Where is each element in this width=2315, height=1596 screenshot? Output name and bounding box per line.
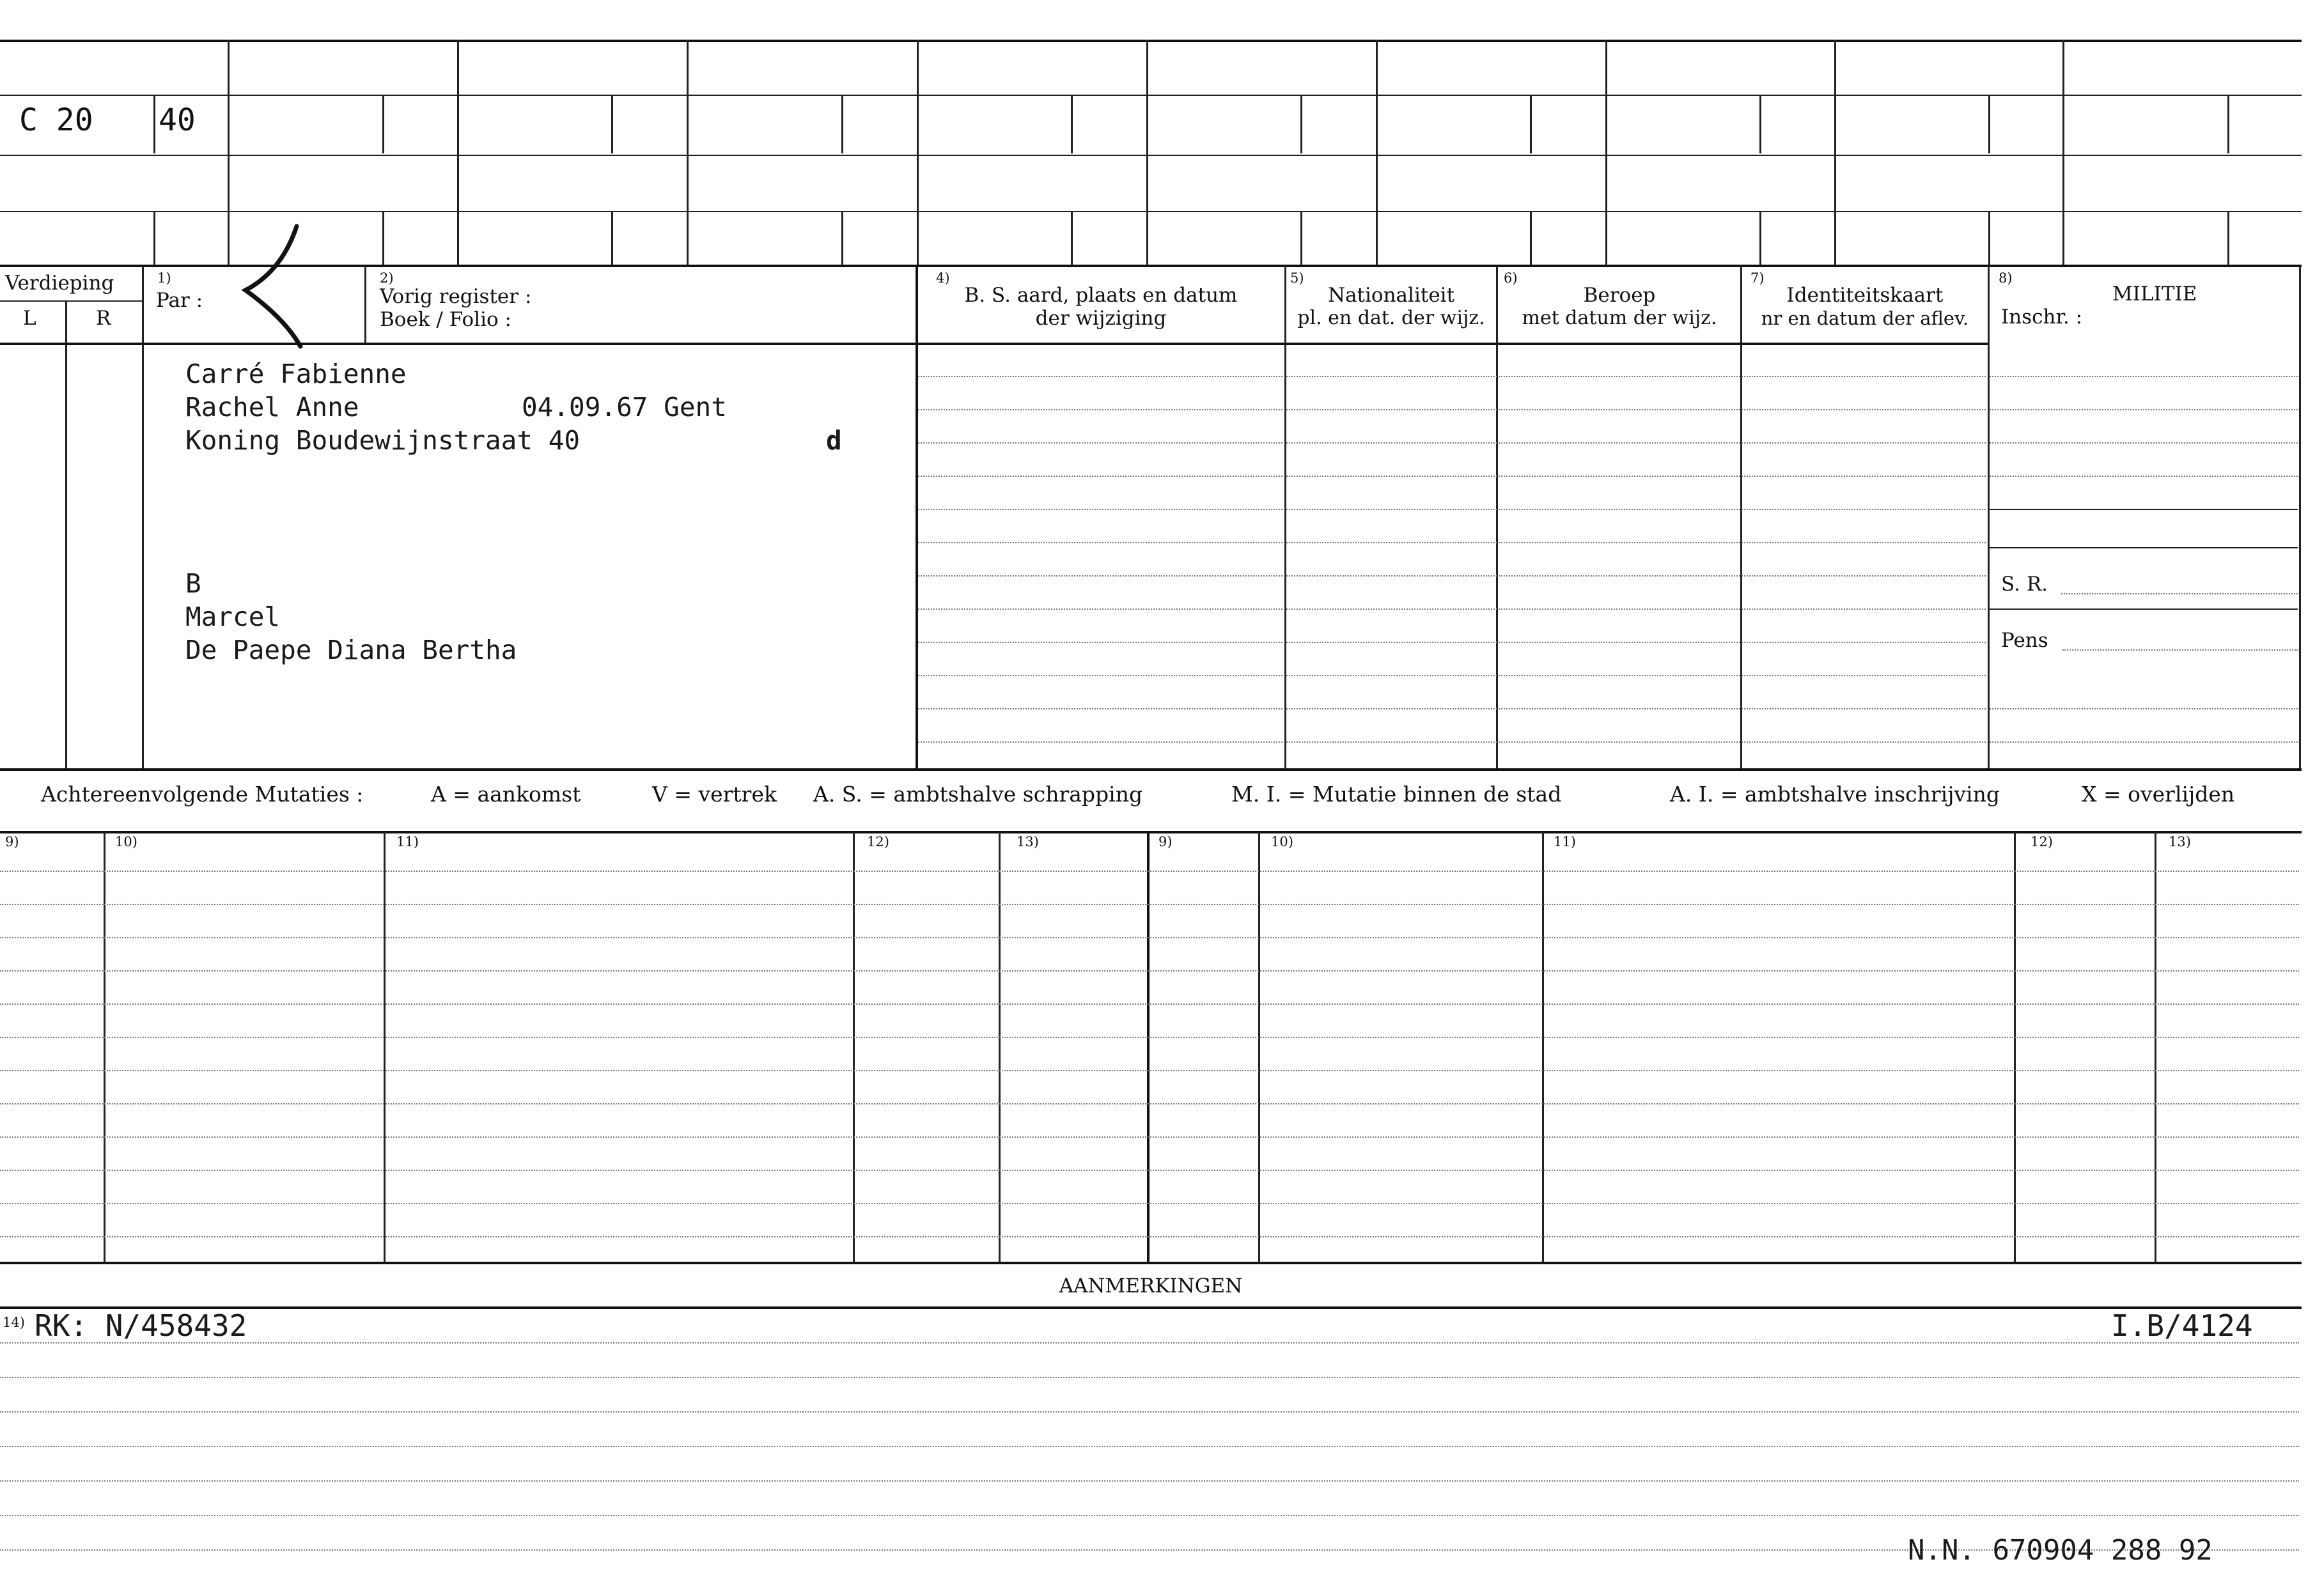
rule xyxy=(0,937,2299,938)
top-grid-divider xyxy=(228,40,230,265)
top-grid-tick xyxy=(1530,212,1532,265)
rk-number: RK: N/458432 xyxy=(35,1308,247,1343)
col5-number: 5) xyxy=(1290,270,1304,286)
legend-x: X = overlijden xyxy=(2082,782,2235,807)
rule xyxy=(918,642,1986,643)
section-divider xyxy=(0,768,2302,771)
rule xyxy=(2062,649,2298,651)
rule xyxy=(918,442,1986,444)
top-grid-line xyxy=(0,155,2302,156)
col4-header xyxy=(918,284,1284,330)
mut-col13-right: 13) xyxy=(2169,834,2191,849)
mut-col11: 11) xyxy=(396,834,419,849)
top-grid-tick xyxy=(841,96,843,153)
rule xyxy=(0,1236,2299,1237)
top-grid-tick xyxy=(2227,96,2229,153)
mut-col9-right: 9) xyxy=(1158,834,1173,849)
top-grid-divider xyxy=(687,40,689,265)
rule xyxy=(1990,608,2298,610)
person-line-b: B xyxy=(185,568,201,599)
col5-line2: pl. en dat. der wijz. xyxy=(1297,307,1485,329)
top-grid-divider xyxy=(1146,40,1148,265)
column-divider xyxy=(853,832,855,1262)
mut-col11-right: 11) xyxy=(1554,834,1576,849)
person-address: Koning Boudewijnstraat 40 xyxy=(185,425,581,456)
rule xyxy=(1990,376,2298,377)
col7-line1: Identiteitskaart xyxy=(1786,284,1944,307)
column-divider xyxy=(1284,266,1286,768)
legend-v: V = vertrek xyxy=(652,782,777,807)
col4-line2: der wijziging xyxy=(1035,307,1167,330)
top-grid-divider xyxy=(917,40,919,265)
section-divider xyxy=(0,265,2302,267)
mut-col12-right: 12) xyxy=(2030,834,2053,849)
rule xyxy=(0,1342,2299,1344)
left-label: L xyxy=(23,307,36,330)
col8-number: 8) xyxy=(1999,270,2013,286)
right-label: R xyxy=(96,307,111,330)
rule xyxy=(1990,741,2298,743)
top-grid-line xyxy=(0,211,2302,212)
rule xyxy=(918,741,1986,743)
top-grid-tick xyxy=(1300,212,1302,265)
grid-code: C 20 xyxy=(19,102,93,138)
column-divider xyxy=(384,832,386,1262)
remarks-number: 14) xyxy=(3,1315,25,1330)
col6-number: 6) xyxy=(1504,270,1518,286)
legend-a: A = aankomst xyxy=(431,782,581,807)
rule xyxy=(918,575,1986,577)
nn-number: N.N. 670904 288 92 xyxy=(1908,1534,2213,1567)
rule xyxy=(0,1411,2299,1413)
rule xyxy=(0,1480,2299,1482)
column-divider xyxy=(1496,266,1498,768)
top-grid-divider xyxy=(1605,40,1607,265)
legend-as: A. S. = ambtshalve schrapping xyxy=(813,782,1143,807)
header-line xyxy=(0,300,142,302)
rule xyxy=(0,1170,2299,1171)
col5-header xyxy=(1286,284,1496,330)
column-divider xyxy=(104,832,105,1262)
top-grid-tick xyxy=(611,96,613,153)
section-divider xyxy=(0,831,2302,833)
col6-header xyxy=(1498,284,1741,330)
person-father: Marcel xyxy=(185,601,281,632)
rule xyxy=(1990,442,2298,444)
column-divider xyxy=(1258,832,1260,1262)
top-grid-tick xyxy=(1988,96,1990,153)
boek-folio-label: Boek / Folio : xyxy=(380,308,511,331)
top-grid-line xyxy=(0,95,2302,96)
grid-number: 40 xyxy=(159,102,196,138)
top-grid-tick xyxy=(611,212,613,265)
column-divider xyxy=(999,832,1001,1262)
rule xyxy=(918,376,1986,377)
column-divider xyxy=(1147,832,1150,1262)
legend-ai: A. I. = ambtshalve inschrijving xyxy=(1670,782,2000,807)
rule xyxy=(1990,708,2298,709)
mut-col12: 12) xyxy=(867,834,889,849)
rule xyxy=(1990,547,2298,548)
col1-number: 1) xyxy=(157,270,171,286)
vorig-register-label: Vorig register : xyxy=(380,285,532,308)
remarks-line xyxy=(0,1306,2302,1309)
right-border xyxy=(2299,266,2301,768)
person-mark: d xyxy=(826,425,842,456)
rule xyxy=(918,608,1986,610)
col6-line2: met datum der wijz. xyxy=(1522,307,1717,329)
top-grid-tick xyxy=(1300,96,1302,153)
top-grid-tick xyxy=(153,212,155,265)
rule xyxy=(1990,409,2298,410)
top-grid-tick xyxy=(1071,96,1073,153)
mut-col13: 13) xyxy=(1017,834,1039,849)
column-divider xyxy=(916,266,918,768)
column-divider xyxy=(1542,832,1544,1262)
rule xyxy=(918,409,1986,410)
col2-number: 2) xyxy=(380,270,394,286)
rule xyxy=(918,675,1986,676)
person-mother: De Paepe Diana Bertha xyxy=(185,635,517,665)
top-grid-tick xyxy=(153,96,155,153)
top-grid-tick xyxy=(1988,212,1990,265)
person-birth: 04.09.67 Gent xyxy=(522,392,727,422)
mut-col10: 10) xyxy=(115,834,137,849)
rule xyxy=(0,970,2299,972)
col5-line1: Nationaliteit xyxy=(1327,284,1455,307)
rule xyxy=(0,871,2299,872)
top-grid-tick xyxy=(1759,212,1761,265)
top-grid-tick xyxy=(382,212,384,265)
section-divider xyxy=(0,1262,2302,1264)
pens-label: Pens xyxy=(2001,629,2048,652)
column-divider xyxy=(364,266,366,343)
rule xyxy=(918,476,1986,477)
column-divider xyxy=(2014,832,2016,1262)
top-grid-tick xyxy=(1071,212,1073,265)
col7-header xyxy=(1742,284,1988,330)
legend-mi: M. I. = Mutatie binnen de stad xyxy=(1231,782,1562,807)
person-name: Carré Fabienne xyxy=(185,359,407,389)
top-grid-line xyxy=(0,40,2302,42)
top-grid-tick xyxy=(382,96,384,153)
rule xyxy=(0,1203,2299,1204)
top-grid-tick xyxy=(841,212,843,265)
top-grid-divider xyxy=(1376,40,1378,265)
handwritten-mark-icon xyxy=(230,224,320,352)
column-divider xyxy=(1988,266,1990,768)
rule xyxy=(1990,509,2298,510)
rule xyxy=(2061,593,2298,594)
rule xyxy=(918,708,1986,709)
verdieping-label: Verdieping xyxy=(5,272,114,295)
top-grid-divider xyxy=(2062,40,2064,265)
rule xyxy=(918,509,1986,510)
rule xyxy=(0,1037,2299,1038)
rule xyxy=(918,542,1986,543)
column-divider xyxy=(1740,266,1742,768)
column-divider xyxy=(2155,832,2156,1262)
rule xyxy=(0,1377,2299,1378)
col4-number: 4) xyxy=(936,270,950,286)
col4-line1: B. S. aard, plaats en datum xyxy=(964,284,1238,307)
top-grid-tick xyxy=(1759,96,1761,153)
militie-title: MILITIE xyxy=(2112,283,2197,306)
top-grid-tick xyxy=(2227,212,2229,265)
rule xyxy=(1990,476,2298,477)
column-divider xyxy=(65,300,67,768)
rule xyxy=(0,1515,2299,1516)
rule xyxy=(0,1103,2299,1104)
remarks-title: AANMERKINGEN xyxy=(1059,1274,1243,1298)
legend-title: Achtereenvolgende Mutaties : xyxy=(41,782,364,807)
ib-number: I.B/4124 xyxy=(2111,1308,2253,1343)
rule xyxy=(0,1070,2299,1071)
inschr-label: Inschr. : xyxy=(2001,306,2083,329)
rule xyxy=(0,1446,2299,1447)
top-grid-divider xyxy=(1834,40,1836,265)
top-grid-tick xyxy=(1530,96,1532,153)
sr-label: S. R. xyxy=(2001,573,2048,596)
col7-number: 7) xyxy=(1750,270,1765,286)
par-label: Par : xyxy=(156,289,203,312)
top-grid-divider xyxy=(457,40,459,265)
rule xyxy=(0,1136,2299,1138)
person-given-names: Rachel Anne xyxy=(185,392,359,422)
mut-col10-right: 10) xyxy=(1271,834,1293,849)
mut-col9: 9) xyxy=(5,834,19,849)
col6-line1: Beroep xyxy=(1583,284,1656,307)
rule xyxy=(0,1003,2299,1005)
rule xyxy=(0,904,2299,905)
column-divider xyxy=(142,266,144,768)
col7-line2: nr en datum der aflev. xyxy=(1761,307,1969,329)
